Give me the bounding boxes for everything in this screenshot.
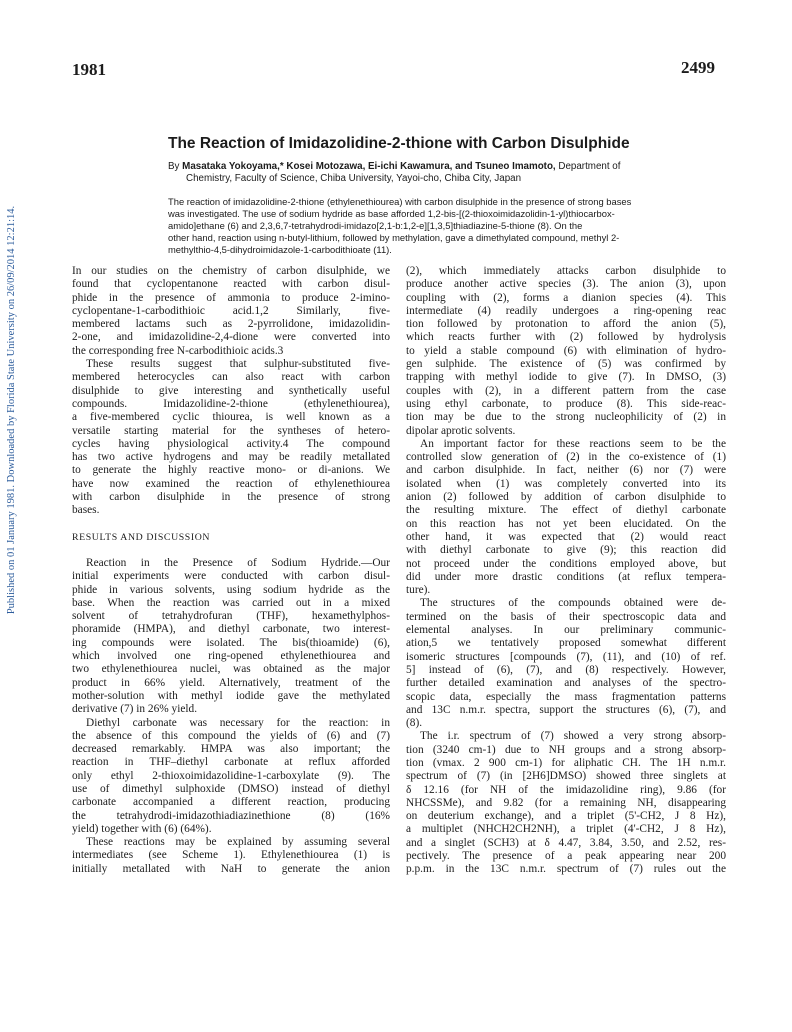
sidebar-text[interactable]: Published on 01 January 1981. Downloaded by Florida State University on 26/09/2014 12:21:14. bbox=[6, 205, 17, 615]
paragraph bbox=[72, 557, 390, 717]
text-line: membered lactams such as 2-pyrrolidone, imidazolidin- bbox=[72, 318, 390, 331]
text-line: coupling with (2), forms a dianion species (4). This bbox=[406, 291, 726, 304]
text-line: the resulting mixture. The effect of diethyl carbonate bbox=[406, 504, 726, 517]
text-line: product in 66% yield. Alternatively, treatment of the bbox=[72, 676, 390, 689]
abstract-line: methylthio-4,5-dihydroimidazole-1-carbodithioate (11). bbox=[168, 244, 392, 256]
text-line: phoramide (HMPA), and diethyl carbonate, two interest- bbox=[72, 623, 390, 636]
text-line: decreased remarkably. HMPA was also important; the bbox=[72, 743, 390, 756]
text-line: the tetrahydrodi-imidazothiadiazinethione (8) (16% bbox=[72, 809, 390, 822]
abstract bbox=[168, 196, 724, 256]
section-heading: RESULTS AND DISCUSSION bbox=[72, 531, 211, 543]
text-line: on this reaction has not yet been elucidated. On the bbox=[406, 517, 726, 530]
abstract-line: was investigated. The use of sodium hydride as base afforded 1,2-bis-[(2-thioxoimidazolidin-1-yl)thiocarbox- bbox=[168, 208, 615, 220]
text-line: controlled slow generation of (2) in the co-existence of (1) bbox=[406, 451, 726, 464]
text-line: The structures of the compounds obtained were de- bbox=[420, 597, 726, 610]
text-line: has two active hydrogens and may be readily metallated bbox=[72, 451, 390, 464]
text-line: These results suggest that sulphur-substituted five- bbox=[86, 358, 390, 371]
text-line: intermediate (4) readily undergoes a ring-opening reac bbox=[406, 304, 726, 317]
text-line: anion (2) followed by addition of carbon disulphide to bbox=[406, 491, 726, 504]
text-line: two ethylenethiourea nuclei, was obtained as the major bbox=[72, 663, 390, 676]
byline bbox=[168, 161, 728, 185]
text-line: carbonate accompanied a different reaction, producing bbox=[72, 796, 390, 809]
text-line: (8). bbox=[406, 717, 423, 730]
text-line: with diethyl carbonate to give (9); this reaction did bbox=[406, 544, 726, 557]
text-line: trapping with methyl iodide to give (7). In DMSO, (3) bbox=[406, 371, 726, 384]
abstract-line: amido]ethane (6) and 2,3,6,7-tetrahydrodi-imidazo[2,1-b:1,2-e][1,3,5]thiadiazine-5-thione (8). On the bbox=[168, 220, 583, 232]
text-line: In our studies on the chemistry of carbon disulphide, we bbox=[72, 265, 390, 277]
text-line: disulphide to give interesting and synthetically useful bbox=[72, 384, 390, 397]
text-line: base. When the reaction was carried out in a mixed bbox=[72, 596, 390, 609]
text-line: bases. bbox=[72, 504, 100, 517]
journal-year: 1981 bbox=[72, 60, 106, 79]
sidebar-publication-note bbox=[6, 190, 22, 630]
text-line: did under more drastic conditions (at reflux tempera- bbox=[406, 570, 726, 583]
text-line: gen sulphide. The existence of (5) was confirmed by bbox=[406, 358, 726, 371]
text-line: the absence of this compound the yields of (6) and (7) bbox=[72, 729, 390, 742]
text-line: Reaction in the Presence of Sodium Hydride.—Our bbox=[86, 556, 390, 569]
abstract-line: The reaction of imidazolidine-2-thione (ethylenethiourea) with carbon disulphide in the presence of strong bases bbox=[168, 196, 632, 207]
text-line: dipolar aprotic solvents. bbox=[406, 424, 516, 437]
page-number: 2499 bbox=[681, 58, 715, 77]
text-line: other hand, it was expected that (2) would react bbox=[406, 530, 726, 543]
text-line: only ethyl 2-thioxoimidazolidine-1-carboxylate (9). The bbox=[72, 769, 390, 782]
text-line: termined on the basis of their spectroscopic data and bbox=[406, 610, 726, 623]
text-line: couples with (2), in a different pattern from the case bbox=[406, 384, 726, 397]
text-line: These reactions may be explained by assuming several bbox=[86, 836, 390, 849]
text-line: further detailed examination and analyses of the spectro- bbox=[406, 677, 726, 690]
text-line: cycles having physiological activity.4 The compound bbox=[72, 437, 390, 450]
paragraph bbox=[406, 730, 726, 876]
text-line: to generate the highly reactive mono- or di-anions. We bbox=[72, 464, 390, 477]
text-line: solvent of tetrahydrofuran (THF), hexamethylphos- bbox=[72, 610, 390, 623]
paragraph bbox=[406, 265, 726, 438]
text-line: which reacts further with (2) followed by hydrolysis bbox=[406, 331, 726, 344]
text-line: pectively. The presence of a peak appearing near 200 bbox=[406, 850, 726, 863]
text-line: the corresponding free N-carbodithioic acids.3 bbox=[72, 344, 284, 357]
text-line: ture). bbox=[406, 584, 431, 597]
text-line: p.p.m. in the 13C n.m.r. spectrum of (7) rules out the bbox=[406, 863, 726, 876]
text-line: tion (3240 cm-1) due to NH groups and a strong absorp- bbox=[406, 743, 726, 756]
text-line: found that cyclopentanone reacted with carbon disul- bbox=[72, 278, 390, 291]
affiliation-line-2: Chemistry, Faculty of Science, Chiba University, Yayoi-cho, Chiba City, Japan bbox=[186, 173, 522, 184]
text-line: 2-one, and imidazolidine-2,4-dione were converted into bbox=[72, 331, 390, 344]
text-line: initially metallated with NaH to generate the anion bbox=[72, 862, 390, 875]
text-line: and 13C n.m.r. spectra, support the structures (6), (7), and bbox=[406, 703, 726, 716]
affiliation-line-1: Department of bbox=[558, 161, 621, 172]
paragraph bbox=[72, 717, 390, 837]
paragraph bbox=[72, 265, 390, 358]
text-line: tion may be due to the strong nucleophilicity of (2) in bbox=[406, 411, 726, 424]
text-line: Diethyl carbonate was necessary for the reaction: in bbox=[86, 716, 390, 729]
text-line: 5] instead of (6), (7), and (8) respectively. However, bbox=[406, 663, 726, 676]
text-line: using ethyl carbonate, to produce (8). This side-reac- bbox=[406, 397, 726, 410]
text-line: tion (vmax. 2 900 cm-1) for aliphatic CH. The 1H n.m.r. bbox=[406, 756, 726, 769]
text-line: with carbon disulphide in the presence of strong bbox=[72, 491, 390, 504]
text-line: The i.r. spectrum of (7) showed a very strong absorp- bbox=[420, 730, 726, 743]
text-line: to yield a stable compound (6) with elimination of hydro- bbox=[406, 344, 726, 357]
text-line: cyclopentane-1-carbodithioic acid.1,2 Similarly, five- bbox=[72, 304, 390, 317]
text-line: scopic data, especially the mass fragmentation patterns bbox=[406, 690, 726, 703]
paragraph bbox=[406, 597, 726, 730]
text-line: not proceed under the conditions employed above, but bbox=[406, 557, 726, 570]
text-line: isolated when (1) was completely converted into its bbox=[406, 477, 726, 490]
text-line: a five-membered cyclic thiourea, is well known as a bbox=[72, 411, 390, 424]
right-column bbox=[406, 265, 726, 877]
authors: Masataka Yokoyama,* Kosei Motozawa, Ei-ichi Kawamura, and Tsuneo Imamoto, bbox=[182, 161, 556, 172]
text-line: phide in the presence of ammonia to produce 2-imino- bbox=[72, 291, 390, 304]
text-line: compounds. Imidazolidine-2-thione (ethylenethiourea), bbox=[72, 397, 390, 410]
text-line: membered heterocycles can also react with carbon bbox=[72, 371, 390, 384]
text-line: elemental analyses. In our preliminary communic- bbox=[406, 624, 726, 637]
text-line: yield) together with (6) (64%). bbox=[72, 822, 212, 835]
text-line: An important factor for these reactions seem to be the bbox=[420, 437, 726, 450]
text-line: isomeric structures [compounds (7), (11), and (10) of ref. bbox=[406, 650, 726, 663]
text-line: a multiplet (NHCH2CH2NH), a triplet (4'-CH2, J 8 Hz), bbox=[406, 823, 726, 836]
text-line: NHCSSMe), and 9.82 (for a remaining NH, disappearing bbox=[406, 796, 726, 809]
text-line: initial experiments were conducted with carbon disul- bbox=[72, 570, 390, 583]
text-line: mother-solution with methyl iodide gave the methylated bbox=[72, 689, 390, 702]
text-line: (2), which immediately attacks carbon disulphide to bbox=[406, 265, 726, 277]
text-line: which involved one ring-opened ethylenethiourea and bbox=[72, 650, 390, 663]
text-line: spectrum of (7) (in [2H6]DMSO) showed three singlets at bbox=[406, 770, 726, 783]
text-line: intermediates (see Scheme 1). Ethylenethiourea (1) is bbox=[72, 849, 390, 862]
text-line: reaction in THF–diethyl carbonate at reflux afforded bbox=[72, 756, 390, 769]
byline-by: By bbox=[168, 161, 180, 172]
abstract-line: other hand, reaction using n-butyl-lithium, followed by methylation, gave a dimethylated compound, methyl 2- bbox=[168, 232, 620, 244]
text-line: versatile starting material for the syntheses of hetero- bbox=[72, 424, 390, 437]
paragraph bbox=[72, 358, 390, 518]
article-title: The Reaction of Imidazolidine-2-thione with Carbon Disulphide bbox=[168, 135, 630, 152]
text-line: derivative (7) in 26% yield. bbox=[72, 703, 198, 716]
text-line: tion followed by protonation to afford the anion (5), bbox=[406, 318, 726, 331]
text-line: and a singlet (SCH3) at δ 4.47, 3.84, 3.50, and 2.52, res- bbox=[406, 836, 726, 849]
text-line: ing compounds were isolated. The bis(thioamide) (6), bbox=[72, 636, 390, 649]
text-line: δ 12.16 (for NH of the imidazolidine ring), 9.86 (for bbox=[406, 783, 726, 796]
paragraph bbox=[72, 836, 390, 876]
text-line: and carbon disulphide. In fact, neither (6) nor (7) were bbox=[406, 464, 726, 477]
text-line: produce another active species (3). The anion (3), upon bbox=[406, 278, 726, 291]
paragraph bbox=[406, 438, 726, 598]
text-line: ation,5 we tentatively proposed somewhat different bbox=[406, 637, 726, 650]
left-column bbox=[72, 265, 390, 876]
text-line: on deuterium exchange), and a triplet (5'-CH2, J 8 Hz), bbox=[406, 810, 726, 823]
text-line: use of dimethyl sulphoxide (DMSO) instead of diethyl bbox=[72, 782, 390, 795]
text-line: have now examined the reaction of ethylenethiourea bbox=[72, 477, 390, 490]
text-line: phide in various solvents, using sodium hydride as the bbox=[72, 583, 390, 596]
